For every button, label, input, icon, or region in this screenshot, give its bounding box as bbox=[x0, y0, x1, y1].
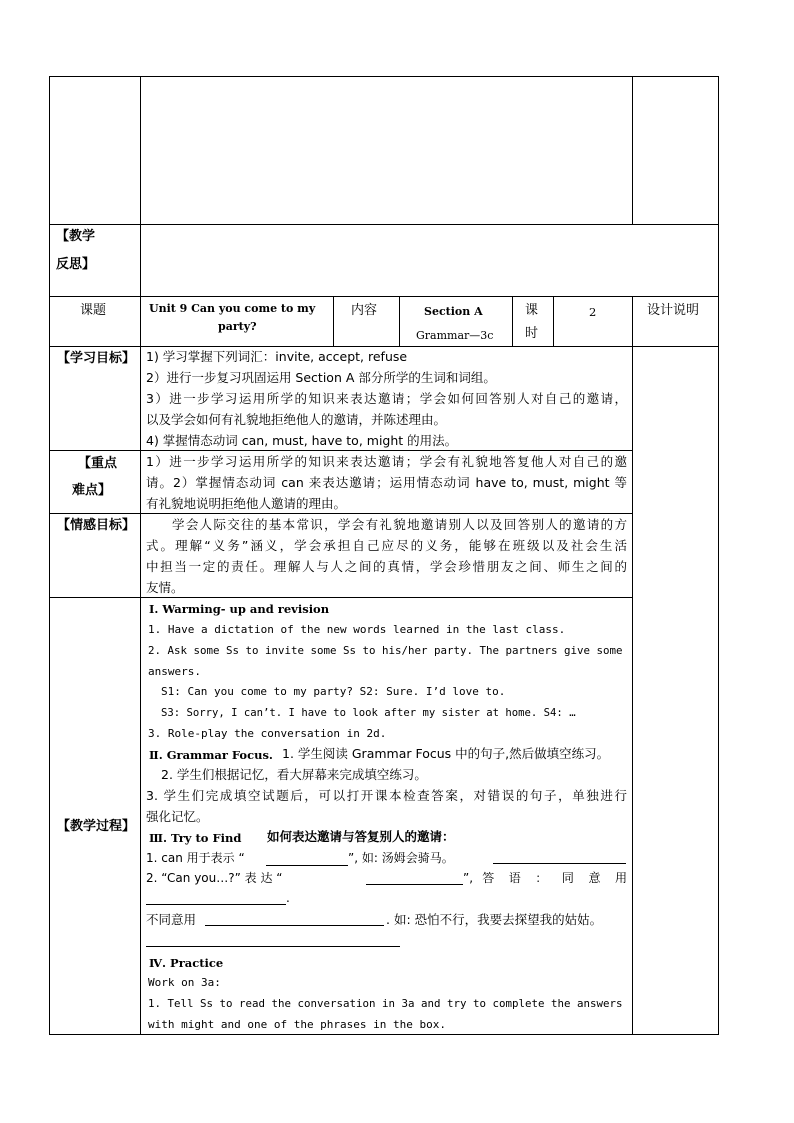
topic-title-line1: Unit 9 Can you come to my bbox=[149, 302, 316, 315]
warming-step-3: 3. Role-play the conversation in 2d. bbox=[148, 727, 387, 740]
grammar-title: Ⅱ. Grammar Focus. bbox=[149, 748, 273, 762]
grammar-step-1: 1. 学生阅读 Grammar Focus 中的句子,然后做填空练习。 bbox=[282, 746, 610, 761]
section-line2: Grammar—3c bbox=[416, 329, 494, 342]
objective-item: 2）进行一步复习巩固运用 Section A 部分所学的生词和词组。 bbox=[146, 370, 496, 385]
section-line1: Section A bbox=[424, 305, 483, 318]
practice-intro: Work on 3a: bbox=[148, 976, 221, 989]
objective-item: 3）进一步学习运用所学的知识来表达邀请；学会如何回答别人对自己的邀请， bbox=[146, 391, 627, 406]
topic-label: 课题 bbox=[80, 303, 107, 318]
find-item-2-start: 2. “Can you…?” 表 达 “ bbox=[146, 871, 283, 885]
practice-step-1: 1. Tell Ss to read the conversation in 3a and try to complete the answers bbox=[148, 997, 623, 1010]
find-item-1-end: ”, 如: 汤姆会骑马。 bbox=[348, 851, 454, 865]
reflection-label-line1: 【教学 bbox=[56, 229, 96, 244]
objectives-label: 【学习目标】 bbox=[57, 351, 136, 366]
objective-item: 4) 掌握情态动词 can, must, have to, might 的用法。 bbox=[146, 433, 458, 448]
period-label-line2: 时 bbox=[525, 326, 539, 341]
grammar-step-3-cont: 强化记忆。 bbox=[146, 809, 209, 824]
find-subtitle: 如何表达邀请与答复别人的邀请： bbox=[267, 829, 455, 844]
period-value: 2 bbox=[589, 305, 597, 319]
reflection-label-line2: 反思】 bbox=[56, 257, 96, 272]
fill-blank bbox=[366, 884, 463, 885]
dialogue-line-2: S3: Sorry, I can’t. I have to look after my sister at home. S4: … bbox=[161, 707, 576, 719]
practice-step-1-cont: with might and one of the phrases in the box. bbox=[148, 1018, 447, 1031]
content-label: 内容 bbox=[351, 303, 378, 318]
find-item-3-start: 不同意用 bbox=[146, 912, 197, 927]
find-item-2-end: ”, 答 语 ： 同 意 用 bbox=[463, 871, 627, 885]
practice-title: Ⅳ. Practice bbox=[149, 956, 224, 970]
warming-step-2: 2. Ask some Ss to invite some Ss to his/her party. The partners give some bbox=[148, 644, 623, 657]
key-points-label-line1: 【重点 bbox=[78, 456, 118, 471]
find-item-1-start: 1. can 用于表示 “ bbox=[146, 851, 245, 865]
objective-item: 1) 学习掌握下列词汇：invite, accept, refuse bbox=[146, 349, 408, 364]
fill-blank bbox=[493, 863, 626, 864]
design-notes-label: 设计说明 bbox=[647, 303, 700, 318]
fill-blank bbox=[146, 904, 286, 905]
key-points-label-line2: 难点】 bbox=[72, 483, 112, 498]
warming-step-2-cont: answers. bbox=[148, 665, 201, 678]
find-item-2-period: . bbox=[286, 891, 290, 905]
grammar-step-3: 3. 学生们完成填空试题后，可以打开课本检查答案，对错误的句子，单独进行 bbox=[146, 788, 627, 803]
warming-step-1: 1. Have a dictation of the new words learned in the last class. bbox=[148, 623, 566, 636]
topic-title-line2: party? bbox=[218, 320, 257, 333]
warming-title: Ⅰ. Warming- up and revision bbox=[149, 602, 330, 616]
fill-blank bbox=[205, 925, 384, 926]
fill-blank bbox=[266, 865, 348, 866]
grammar-step-2: 2. 学生们根据记忆，看大屏幕来完成填空练习。 bbox=[161, 767, 427, 782]
fill-blank bbox=[146, 946, 400, 947]
find-item-3-end: . 如: 恐怕不行，我要去探望我的姑姑。 bbox=[386, 912, 603, 927]
dialogue-line-1: S1: Can you come to my party? S2: Sure. I’d love to. bbox=[161, 685, 506, 698]
process-label: 【教学过程】 bbox=[57, 819, 136, 834]
objective-item: 以及学会如何有礼貌地拒绝他人的邀请，并陈述理由。 bbox=[146, 412, 447, 427]
emotion-label: 【情感目标】 bbox=[57, 518, 136, 533]
period-label-line1: 课 bbox=[525, 303, 539, 318]
find-title: Ⅲ. Try to Find bbox=[149, 831, 242, 845]
